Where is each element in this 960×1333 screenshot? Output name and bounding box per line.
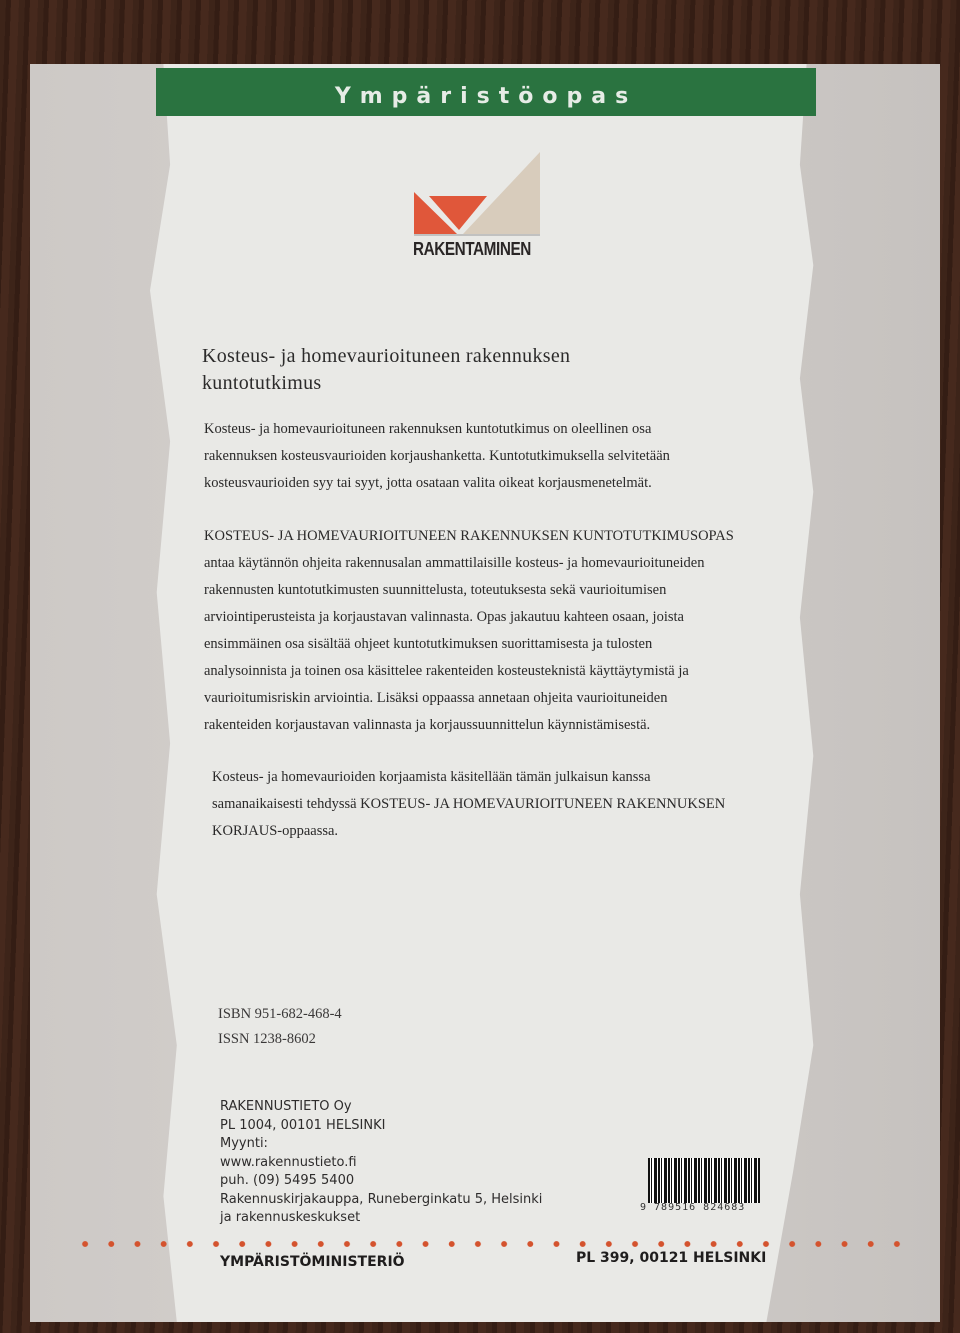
paragraph-2 [204,523,734,739]
publisher-line: www.rakennustieto.fi [220,1154,357,1170]
text-line: KORJAUS-oppaassa. [212,823,339,839]
paragraph-3 [212,764,725,845]
barcode-number: 9 789516 824683 [640,1202,746,1213]
publisher-line: Myynti: [220,1136,268,1151]
text-line: arviointiperusteista ja korjaustavan valinnasta. Opas jakautuu kahteen osaan, joista [204,609,684,625]
text-line: rakennuksen kosteusvaurioiden korjaushanketta. Kuntotutkimuksella selvitetään [204,448,670,464]
text-line: rakenteiden korjaustavan valinnasta ja korjaussuunnittelun käynnistämisestä. [204,717,651,733]
rakentaminen-logo-icon [412,150,542,236]
publisher-line: PL 1004, 00101 HELSINKI [220,1117,386,1133]
text-line: ensimmäinen osa sisältää ohjeet kuntotutkimuksen suorittamisesta ja tulosten [204,636,653,652]
text-line: analysoinnista ja toinen osa käsittelee rakenteiden kosteusteknistä käyttäytymistä ja [204,663,689,679]
issn: ISSN 1238-8602 [218,1031,316,1047]
book-title [202,343,570,397]
text-line: antaa käytännön ohjeita rakennusalan ammattilaisille kosteus- ja homevaurioituneiden [204,555,705,571]
publisher-line: RAKENNUSTIETO Oy [220,1099,352,1114]
publisher-line: puh. (09) 5495 5400 [220,1173,355,1188]
text-line: rakennusten kuntotutkimusten suunnittelusta, toteutuksesta sekä vaurioitumisen [204,582,667,598]
isbn: ISBN 951-682-468-4 [218,1006,342,1022]
text-line: KOSTEUS- JA HOMEVAURIOITUNEEN RAKENNUKSEN KUNTOTUTKIMUSOPAS [204,528,734,544]
footer-address: PL 399, 00121 HELSINKI [576,1250,767,1266]
dotted-divider [72,1239,912,1249]
publisher-info [220,1098,542,1228]
text-line: Kosteus- ja homevaurioituneen rakennuksen kuntotutkimus on oleellinen osa [204,421,652,437]
logo-text: RAKENTAMINEN [413,239,531,259]
title-line: Kosteus- ja homevaurioituneen rakennuksen [202,345,571,367]
series-banner: Ympäristöopas [156,68,816,116]
text-line: kosteusvaurioiden syy tai syyt, jotta osataan valita oikeat korjausmenetelmät. [204,475,652,491]
title-line: kuntotutkimus [202,372,322,394]
text-line: samanaikaisesti tehdyssä KOSTEUS- JA HOMEVAURIOITUNEEN RAKENNUKSEN [212,796,726,812]
publisher-line: ja rakennuskeskukset [220,1210,361,1225]
footer-ministry: YMPÄRISTÖMINISTERIÖ [220,1254,405,1270]
barcode-icon [648,1158,760,1203]
text-line: Kosteus- ja homevaurioiden korjaamista käsitellään tämän julkaisun kanssa [212,769,651,785]
paragraph-1 [204,416,670,497]
publisher-line: Rakennuskirjakauppa, Runeberginkatu 5, Helsinki [220,1191,543,1207]
text-line: vaurioitumisriskin arviointia. Lisäksi oppaassa annetaan ohjeita vaurioituneiden [204,690,668,706]
